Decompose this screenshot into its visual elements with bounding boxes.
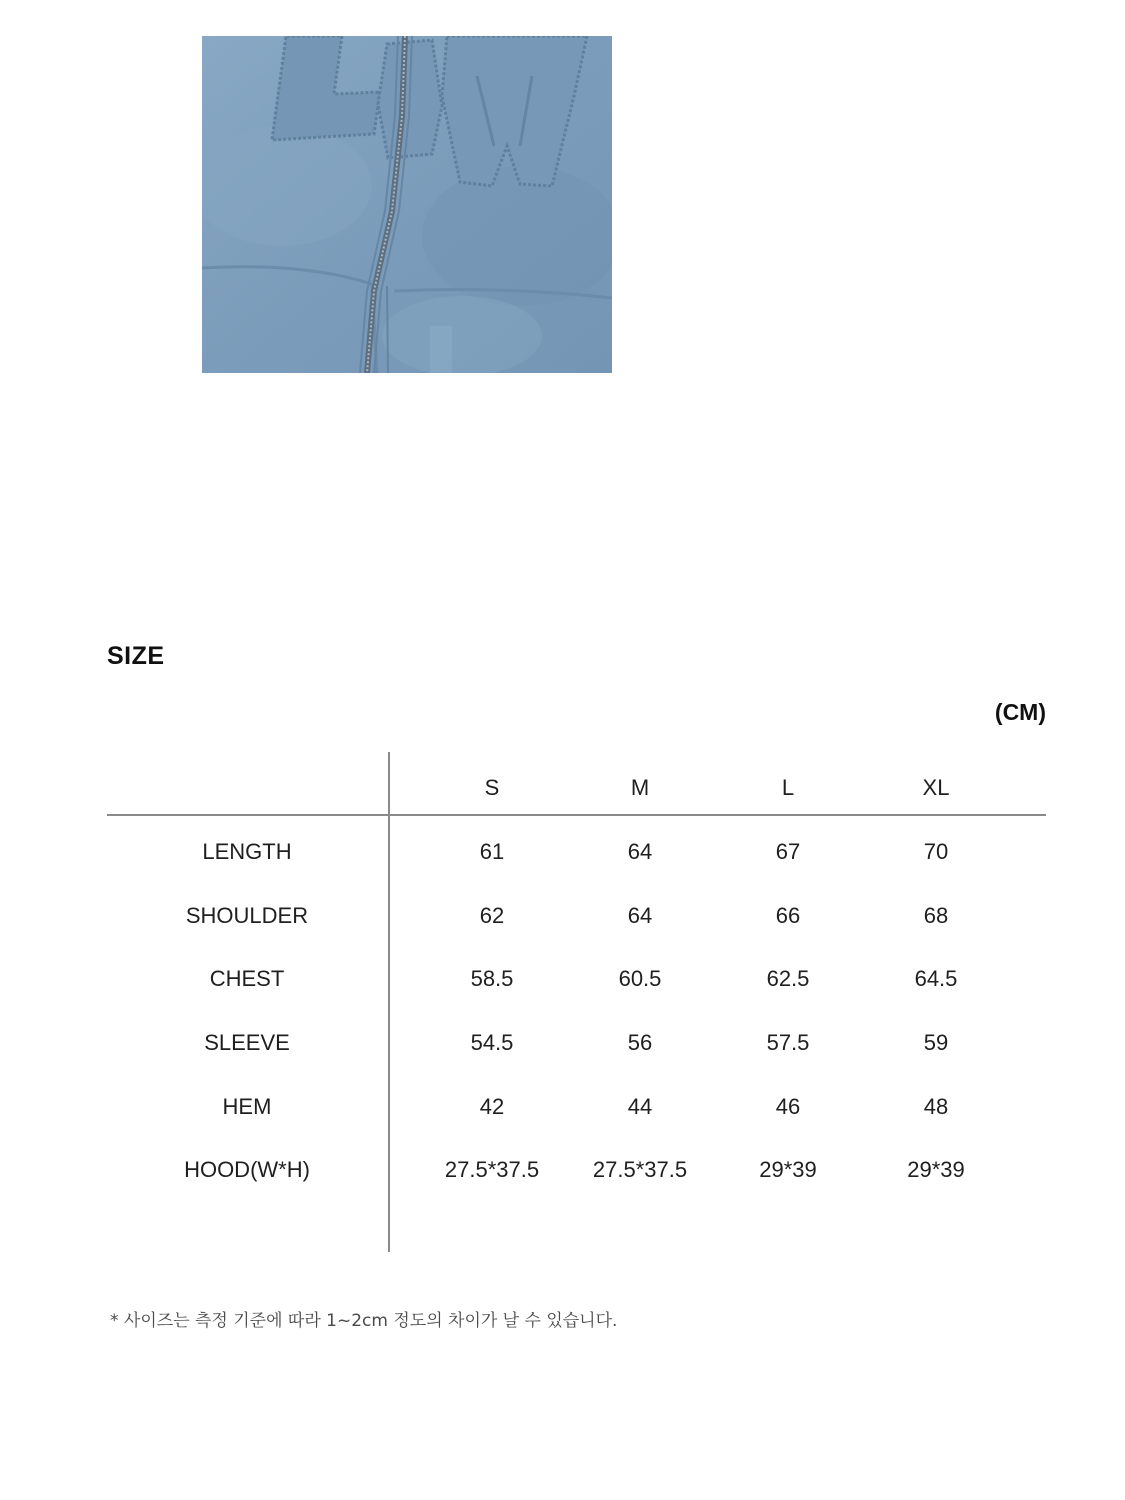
unit-label: (CM) — [994, 699, 1046, 725]
row-label-chest: CHEST — [209, 966, 285, 991]
table-cell: 46 — [775, 1094, 801, 1119]
table-cell: 67 — [775, 839, 801, 864]
size-note: * 사이즈는 측정 기준에 따라 1~2cm 정도의 차이가 날 수 있습니다. — [110, 1311, 618, 1331]
table-cell: 70 — [923, 839, 949, 864]
column-header-xl: XL — [922, 775, 950, 800]
table-cell: 29*39 — [907, 1157, 965, 1182]
product-photo — [202, 36, 612, 373]
table-cell: 61 — [479, 839, 505, 864]
table-cell: 59 — [923, 1030, 949, 1055]
table-cell: 48 — [923, 1094, 949, 1119]
table-cell: 60.5 — [618, 966, 662, 991]
table-header-divider — [107, 814, 1046, 816]
size-table — [107, 752, 1046, 1252]
section-title: SIZE — [107, 642, 165, 670]
table-cell: 29*39 — [759, 1157, 817, 1182]
table-cell: 56 — [627, 1030, 653, 1055]
table-vertical-divider — [388, 752, 390, 1252]
table-cell: 44 — [627, 1094, 653, 1119]
table-cell: 66 — [775, 903, 801, 928]
column-header-m: M — [630, 775, 650, 800]
table-cell: 27.5*37.5 — [444, 1157, 540, 1182]
row-label-length: LENGTH — [202, 839, 292, 864]
row-label-shoulder: SHOULDER — [185, 903, 309, 928]
table-cell: 62 — [479, 903, 505, 928]
column-header-s: S — [484, 775, 500, 800]
row-label-sleeve: SLEEVE — [204, 1030, 290, 1055]
row-label-hood: HOOD(W*H) — [184, 1157, 310, 1182]
table-cell: 68 — [923, 903, 949, 928]
row-label-hem: HEM — [222, 1094, 272, 1119]
table-cell: 42 — [479, 1094, 505, 1119]
table-cell: 64 — [627, 839, 653, 864]
table-cell: 57.5 — [766, 1030, 810, 1055]
table-cell: 62.5 — [766, 966, 810, 991]
table-cell: 64.5 — [914, 966, 958, 991]
hoodie-photo-icon — [202, 36, 612, 373]
table-cell: 27.5*37.5 — [592, 1157, 688, 1182]
column-header-l: L — [781, 775, 795, 800]
table-cell: 58.5 — [470, 966, 514, 991]
table-cell: 54.5 — [470, 1030, 514, 1055]
table-cell: 64 — [627, 903, 653, 928]
